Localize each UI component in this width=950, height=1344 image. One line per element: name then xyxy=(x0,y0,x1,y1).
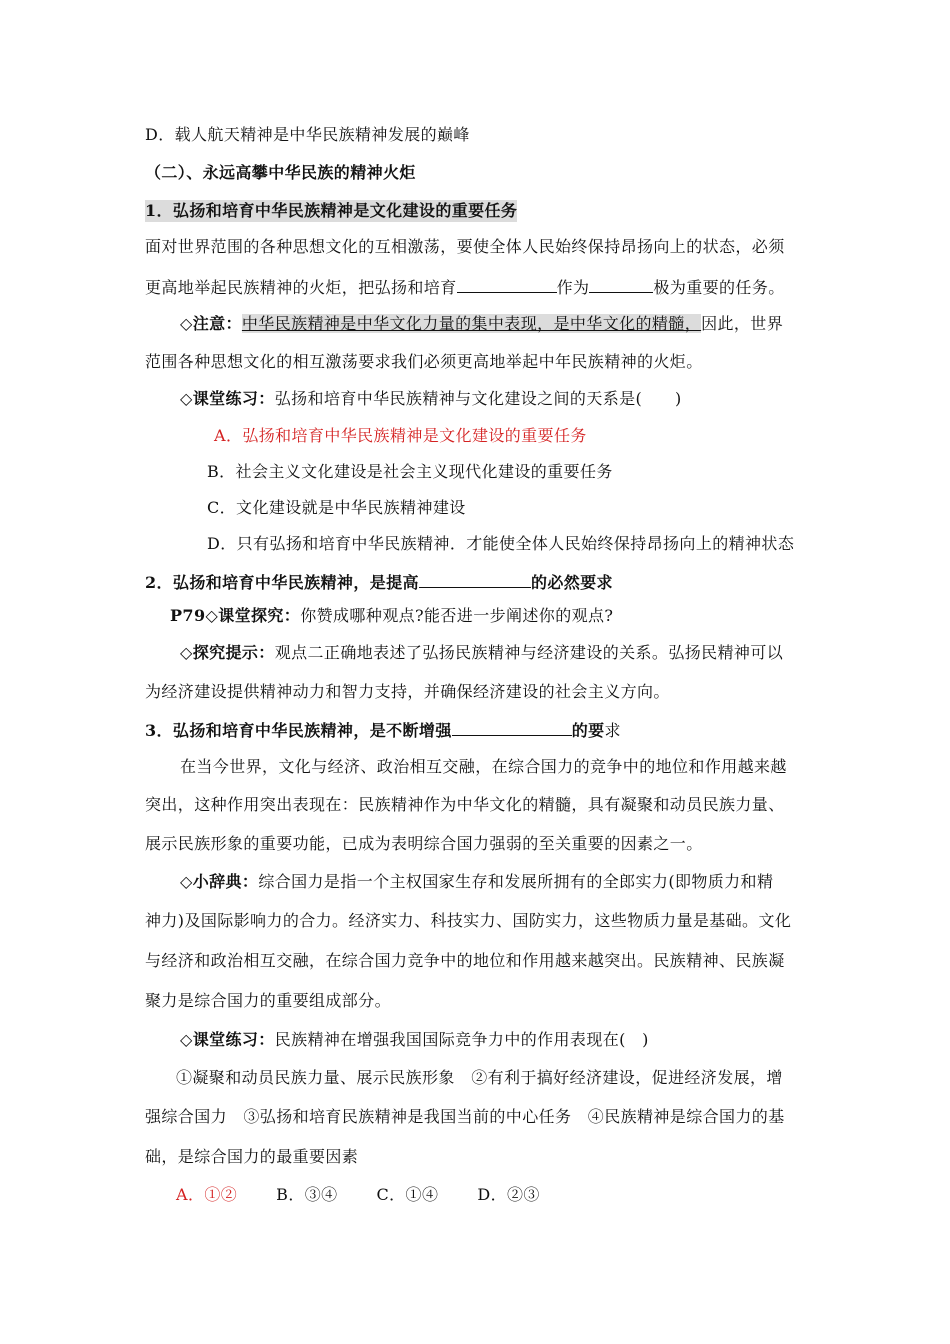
choice-a: A．①② xyxy=(176,1185,238,1204)
note-line1 xyxy=(180,313,783,335)
dict-line1 xyxy=(180,871,773,893)
point2-title xyxy=(145,570,613,594)
choice-c: C．①④ xyxy=(376,1185,439,1204)
practice1-option-c: C．文化建设就是中华民族精神建设 xyxy=(207,498,466,517)
point1-para-text-b: 作为 xyxy=(556,278,590,297)
practice2-text: 民族精神在增强我国国际竞争力中的作用表现在( ) xyxy=(274,1030,649,1049)
hint-label: ◇探究提示： xyxy=(180,643,275,662)
practice2-label: ◇课堂练习： xyxy=(180,1030,275,1049)
dict-line4: 聚力是综合国力的重要组成部分。 xyxy=(145,991,392,1010)
point1-para-text-a: 更高地举起民族精神的火炬，把弘扬和培育 xyxy=(145,278,457,297)
statement-line2: 强综合国力 ③弘扬和培育民族精神是我国当前的中心任务 ④民族精神是综合国力的基 xyxy=(145,1107,785,1126)
answer-choices xyxy=(176,1184,540,1206)
practice1-question xyxy=(180,388,682,410)
explore-line xyxy=(170,605,613,627)
point1-title: 1．弘扬和培育中华民族精神是文化建设的重要任务 xyxy=(145,201,518,220)
point3-title xyxy=(145,718,621,742)
dict-line2: 神力)及国际影响力的合力。经济实力、科技实力、国防实力，这些物质力量是基础。文化 xyxy=(145,911,792,930)
point3-title-text-a: 3．弘扬和培育中华民族精神，是不断增强 xyxy=(145,721,452,740)
dict-text: 综合国力是指一个主权国家生存和发展所拥有的全郎实力(即物质力和精 xyxy=(258,872,774,891)
point1-para-text-c: 极为重要的任务。 xyxy=(653,278,785,297)
explore-label: ◇课堂探究： xyxy=(205,606,301,625)
practice1-option-d: D．只有弘扬和培育中华民族精神．才能使全体人民始终保持昂扬向上的精神状态 xyxy=(207,534,795,553)
hint-line1 xyxy=(180,642,783,664)
point1-para-line2 xyxy=(145,275,785,299)
dict-label: ◇小辞典： xyxy=(180,872,259,891)
point1-para-line1: 面对世界范围的各种思想文化的互相激荡，要使全体人民始终保持昂扬向上的状态，必须 xyxy=(145,237,785,256)
point3-title-text-b: 的要 xyxy=(571,721,605,740)
statement-line3: 础，是综合国力的最重要因素 xyxy=(145,1147,359,1166)
practice1-option-b: B．社会主义文化建设是社会主义现代化建设的重要任务 xyxy=(207,462,613,481)
explore-text: 你赞成哪种观点?能否进一步阐述你的观点? xyxy=(300,606,614,625)
point3-para-line1: 在当今世界，文化与经济、政治相互交融，在综合国力的竞争中的地位和作用越来越 xyxy=(180,757,787,776)
point2-title-text-b: 的必然要求 xyxy=(530,573,613,592)
hint-line2: 为经济建设提供精神动力和智力支持，并确保经济建设的社会主义方向。 xyxy=(145,682,670,701)
point2-title-text-a: 2．弘扬和培育中华民族精神，是提高 xyxy=(145,573,419,592)
choice-b: B．③④ xyxy=(276,1185,338,1204)
fill-blank-1[interactable] xyxy=(457,275,557,293)
practice-label: ◇课堂练习： xyxy=(180,389,275,408)
explore-page-ref: P79 xyxy=(170,606,206,625)
fill-blank-2[interactable] xyxy=(589,275,653,293)
note-label: ◇注意： xyxy=(180,314,242,333)
option-d-peak: D．载人航天精神是中华民族精神发展的巅峰 xyxy=(145,125,470,144)
note-highlight: 中华民族精神是中华文化力量的集中表现，是中华文化的精髓， xyxy=(241,314,702,333)
fill-blank-3[interactable] xyxy=(419,570,531,588)
note-rest: 因此，世界 xyxy=(701,314,784,333)
fill-blank-4[interactable] xyxy=(452,718,572,736)
point3-para-line3: 展示民族形象的重要功能，已成为表明综合国力强弱的至关重要的因素之一。 xyxy=(145,834,703,853)
hint-text: 观点二正确地表述了弘扬民族精神与经济建设的关系。弘扬民精神可以 xyxy=(274,643,784,662)
statement-line1: ①凝聚和动员民族力量、展示民族形象 ②有利于搞好经济建设，促进经济发展，增 xyxy=(176,1068,783,1087)
point3-para-line2: 突出，这种作用突出表现在：民族精神作为中华文化的精髓，具有凝聚和动员民族力量、 xyxy=(145,795,785,814)
note-line2: 范围各种思想文化的相互激荡要求我们必须更高地举起中年民族精神的火炬。 xyxy=(145,352,703,371)
practice2-question xyxy=(180,1029,649,1051)
section-heading: （二）、永远高攀中华民族的精神火炬 xyxy=(145,163,416,182)
practice1-option-a: A．弘扬和培育中华民族精神是文化建设的重要任务 xyxy=(214,426,587,445)
point3-title-text-c: 求 xyxy=(604,721,621,740)
practice-question: 弘扬和培育中华民族精神与文化建设之间的天系是( ) xyxy=(274,389,682,408)
dict-line3: 与经济和政治相互交融，在综合国力竞争中的地位和作用越来越突出。民族精神、民族凝 xyxy=(145,951,785,970)
choice-d: D．②③ xyxy=(477,1185,540,1204)
